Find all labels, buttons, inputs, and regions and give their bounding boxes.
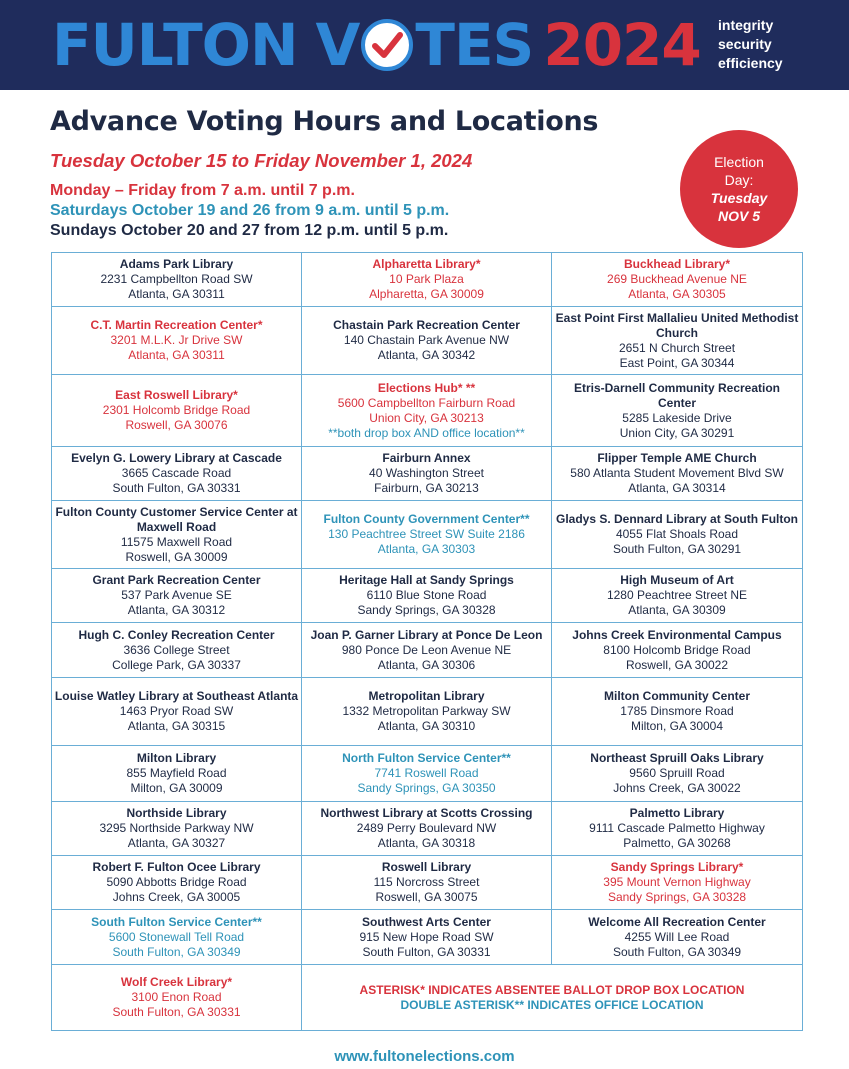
- location-address-line: 115 Norcross Street: [373, 875, 480, 889]
- location-address-line: Atlanta, GA 30318: [377, 836, 476, 850]
- location-address-line: 2651 N Church Street: [618, 340, 736, 355]
- location-address-line: South Fulton, GA 30331: [112, 1005, 241, 1019]
- location-address-line: 5285 Lakeside Drive: [622, 410, 732, 425]
- location-address-line: Sandy Springs, GA 30350: [357, 781, 496, 795]
- table-row: [52, 965, 803, 1031]
- location-cell: [302, 856, 552, 910]
- header-banner: [0, 0, 849, 90]
- hours-saturdays: Saturdays October 19 and 26 from 9 a.m. until 5 p.m.: [50, 202, 450, 219]
- legend-cell: [302, 965, 803, 1031]
- location-cell: [52, 501, 302, 569]
- location-address-line: 4255 Will Lee Road: [624, 929, 730, 944]
- page-title: Advance Voting Hours and Locations: [50, 106, 599, 137]
- location-name: Evelyn G. Lowery Library at Cascade: [71, 451, 282, 465]
- location-name: Milton Library: [136, 751, 217, 765]
- location-address-line: Atlanta, GA 30305: [628, 287, 726, 301]
- location-name: Robert F. Fulton Ocee Library: [92, 860, 261, 874]
- location-address-line: 40 Washington Street: [369, 466, 484, 480]
- location-cell: [52, 678, 302, 746]
- location-cell: [302, 501, 552, 569]
- location-name: Etris-Darnell Community Recreation Center: [573, 380, 781, 410]
- location-address-line: South Fulton, GA 30331: [112, 481, 241, 495]
- location-name: Joan P. Garner Library at Ponce De Leon: [310, 627, 543, 642]
- table-row: [52, 501, 803, 569]
- location-address-line: 140 Chastain Park Avenue NW: [343, 333, 510, 347]
- location-address-line: 10 Park Plaza: [389, 272, 464, 286]
- location-address-line: Roswell, GA 30076: [125, 418, 228, 432]
- location-cell: [302, 447, 552, 501]
- location-address-line: 9560 Spruill Road: [629, 766, 725, 780]
- location-name: Wolf Creek Library*: [120, 975, 233, 989]
- location-name: Palmetto Library: [629, 806, 725, 820]
- location-name: Louise Watley Library at Southeast Atlanta: [54, 689, 299, 703]
- location-cell: [52, 569, 302, 623]
- location-address-line: Atlanta, GA 30306: [377, 657, 476, 672]
- location-address-line: Atlanta, GA 30310: [377, 719, 476, 733]
- location-address-line: 5090 Abbotts Bridge Road: [106, 875, 247, 889]
- location-name: Adams Park Library: [119, 257, 234, 271]
- location-address-line: Atlanta, GA 30315: [127, 719, 226, 733]
- location-address-line: 3100 Enon Road: [131, 990, 222, 1004]
- location-address-line: 537 Park Avenue SE: [121, 588, 232, 602]
- date-range: Tuesday October 15 to Friday November 1, 2024: [50, 150, 473, 171]
- location-address-line: South Fulton, GA 30349: [612, 944, 742, 959]
- location-address-line: 4055 Flat Shoals Road: [615, 527, 739, 541]
- location-address-line: 9111 Cascade Palmetto Highway: [589, 821, 765, 835]
- brand-word-v: V: [315, 11, 360, 79]
- location-name: Fairburn Annex: [382, 451, 471, 465]
- location-address-line: Fairburn, GA 30213: [374, 481, 479, 495]
- location-name: Welcome All Recreation Center: [588, 914, 766, 929]
- location-address-line: South Fulton, GA 30331: [362, 944, 491, 959]
- location-cell: [302, 569, 552, 623]
- brand-word-tes: TES: [415, 11, 534, 79]
- legend-asterisk: ASTERISK* INDICATES ABSENTEE BALLOT DROP BOX LOCATION: [359, 982, 745, 997]
- location-address-line: 1332 Metropolitan Parkway SW: [342, 704, 511, 718]
- location-cell: [302, 802, 552, 856]
- tagline-line: integrity: [718, 17, 774, 33]
- location-cell: [52, 375, 302, 447]
- tagline-line: efficiency: [718, 55, 783, 71]
- brand-title: [52, 10, 701, 80]
- location-address-line: 395 Mount Vernon Highway: [603, 875, 751, 889]
- location-cell: [52, 307, 302, 375]
- location-address-line: 1463 Pryor Road SW: [119, 704, 234, 718]
- location-name: Northeast Spruill Oaks Library: [590, 751, 764, 765]
- location-cell: [52, 965, 302, 1031]
- location-address-line: 8100 Holcomb Bridge Road: [603, 642, 751, 657]
- location-address-line: Union City, GA 30213: [369, 410, 484, 425]
- location-name: Heritage Hall at Sandy Springs: [339, 573, 514, 587]
- location-cell: [302, 623, 552, 678]
- table-row: [52, 307, 803, 375]
- location-cell: [552, 678, 803, 746]
- location-address-line: South Fulton, GA 30349: [112, 944, 241, 959]
- location-address-line: 855 Mayfield Road: [126, 766, 227, 780]
- location-name: Alpharetta Library*: [372, 257, 481, 271]
- location-name: Gladys S. Dennard Library at South Fulton: [555, 512, 799, 526]
- voting-hours: [50, 181, 449, 241]
- location-cell: [302, 253, 552, 307]
- brand-word-fulton: FULTON: [52, 11, 298, 79]
- checkmark-icon: [361, 19, 413, 71]
- table-row: [52, 802, 803, 856]
- location-cell: [302, 746, 552, 802]
- location-address-line: 3295 Northside Parkway NW: [99, 821, 254, 835]
- location-name: Southwest Arts Center: [362, 914, 491, 929]
- location-address-line: 580 Atlanta Student Movement Blvd SW: [570, 466, 784, 480]
- election-day-badge: [680, 130, 798, 248]
- location-address-line: 1785 Dinsmore Road: [620, 704, 734, 718]
- tagline: [718, 16, 783, 73]
- location-cell: [552, 569, 803, 623]
- location-name: Grant Park Recreation Center: [92, 573, 261, 587]
- location-address-line: Roswell, GA 30022: [625, 657, 729, 672]
- location-address-line: Atlanta, GA 30311: [128, 287, 225, 301]
- legend-double-asterisk: DOUBLE ASTERISK** INDICATES OFFICE LOCATION: [400, 997, 704, 1012]
- table-row: [52, 569, 803, 623]
- badge-line: Tuesday: [710, 190, 768, 206]
- location-cell: [52, 447, 302, 501]
- location-cell: [52, 253, 302, 307]
- location-name: Northwest Library at Scotts Crossing: [320, 806, 533, 820]
- location-address-line: 7741 Roswell Road: [374, 766, 479, 780]
- badge-line: Election: [714, 154, 764, 170]
- location-cell: [552, 375, 803, 447]
- location-cell: [552, 856, 803, 910]
- location-address-line: Union City, GA 30291: [619, 425, 735, 440]
- table-row: [52, 910, 803, 965]
- location-cell: [302, 910, 552, 965]
- location-cell: [552, 746, 803, 802]
- location-name: Elections Hub* **: [377, 380, 476, 395]
- location-address-line: Johns Creek, GA 30022: [613, 781, 741, 795]
- location-name: North Fulton Service Center**: [342, 751, 511, 765]
- location-address-line: Roswell, GA 30009: [125, 549, 228, 564]
- location-name: C.T. Martin Recreation Center*: [90, 318, 263, 332]
- location-address-line: 3201 M.L.K. Jr Drive SW: [110, 333, 243, 347]
- location-address-line: Atlanta, GA 30342: [377, 348, 476, 362]
- table-row: [52, 447, 803, 501]
- table-row: [52, 746, 803, 802]
- location-address-line: 269 Buckhead Avenue NE: [607, 272, 747, 286]
- location-address-line: Alpharetta, GA 30009: [369, 287, 484, 301]
- location-address-line: Johns Creek, GA 30005: [112, 890, 241, 904]
- location-address-line: 3636 College Street: [123, 642, 230, 657]
- location-address-line: College Park, GA 30337: [112, 657, 241, 672]
- location-name: Metropolitan Library: [368, 689, 485, 703]
- table-row: [52, 375, 803, 447]
- location-name: Fulton County Government Center**: [323, 512, 530, 526]
- brand-year: 2024: [543, 11, 701, 79]
- location-cell: [552, 802, 803, 856]
- location-address-line: Atlanta, GA 30309: [628, 603, 726, 617]
- location-cell: [552, 501, 803, 569]
- location-name: Johns Creek Environmental Campus: [572, 627, 782, 642]
- location-cell: [52, 623, 302, 678]
- location-cell: [552, 910, 803, 965]
- location-address-line: 6110 Blue Stone Road: [366, 588, 487, 602]
- location-address-line: 11575 Maxwell Road: [120, 534, 233, 549]
- location-address-line: 980 Ponce De Leon Avenue NE: [341, 642, 512, 657]
- location-address-line: Milton, GA 30004: [630, 719, 724, 733]
- location-address-line: Atlanta, GA 30314: [628, 481, 726, 495]
- location-cell: [302, 678, 552, 746]
- locations-table: [51, 252, 803, 1031]
- location-name: Flipper Temple AME Church: [597, 451, 757, 465]
- location-name: South Fulton Service Center**: [91, 914, 262, 929]
- location-address-line: Sandy Springs, GA 30328: [607, 890, 747, 904]
- location-address-line: Milton, GA 30009: [130, 781, 223, 795]
- location-name: Fulton County Customer Service Center at Maxwell Road: [55, 504, 298, 534]
- location-address-line: 130 Peachtree Street SW Suite 2186: [328, 527, 525, 541]
- location-cell: [302, 307, 552, 375]
- location-address-line: East Point, GA 30344: [619, 355, 735, 370]
- badge-line: Day:: [724, 172, 754, 188]
- location-cell: [52, 802, 302, 856]
- tagline-line: security: [718, 36, 772, 52]
- location-name: Sandy Springs Library*: [610, 860, 744, 874]
- location-address-line: Atlanta, GA 30311: [128, 348, 225, 362]
- location-cell: [52, 910, 302, 965]
- location-address-line: Atlanta, GA 30312: [127, 603, 226, 617]
- location-name: Milton Community Center: [604, 689, 750, 703]
- location-address-line: Atlanta, GA 30303: [377, 542, 476, 556]
- location-address-line: South Fulton, GA 30291: [612, 542, 742, 556]
- location-name: Hugh C. Conley Recreation Center: [78, 627, 275, 642]
- table-row: [52, 856, 803, 910]
- location-address-line: Sandy Springs, GA 30328: [357, 603, 496, 617]
- location-name: Buckhead Library*: [623, 257, 731, 271]
- location-address-line: 5600 Stonewall Tell Road: [108, 929, 245, 944]
- table-row: [52, 623, 803, 678]
- location-cell: [52, 856, 302, 910]
- location-cell: [552, 253, 803, 307]
- location-address-line: 5600 Campbellton Fairburn Road: [337, 395, 516, 410]
- location-cell: [302, 375, 552, 447]
- footer-website-link[interactable]: www.fultonelections.com: [334, 1048, 515, 1065]
- location-name: Northside Library: [126, 806, 227, 820]
- location-address-line: 915 New Hope Road SW: [359, 929, 494, 944]
- location-address-line: 2301 Holcomb Bridge Road: [102, 403, 251, 417]
- location-name: Chastain Park Recreation Center: [333, 318, 520, 332]
- location-address-line: 2231 Campbellton Road SW: [100, 272, 253, 286]
- location-address-line: Palmetto, GA 30268: [623, 836, 731, 850]
- location-name: East Point First Mallalieu United Methodist Church: [555, 310, 799, 340]
- hours-sundays: Sundays October 20 and 27 from 12 p.m. until 5 p.m.: [50, 222, 449, 239]
- location-name: High Museum of Art: [620, 573, 734, 587]
- location-address-line: 1280 Peachtree Street NE: [606, 588, 748, 602]
- location-note: **both drop box AND office location**: [328, 425, 525, 440]
- location-name: Roswell Library: [381, 860, 472, 874]
- table-row: [52, 253, 803, 307]
- location-cell: [52, 746, 302, 802]
- location-address-line: 2489 Perry Boulevard NW: [356, 821, 497, 835]
- location-cell: [552, 447, 803, 501]
- hours-weekdays: Monday – Friday from 7 a.m. until 7 p.m.: [50, 182, 355, 199]
- badge-line: NOV 5: [717, 208, 760, 224]
- location-cell: [552, 307, 803, 375]
- location-cell: [552, 623, 803, 678]
- location-name: East Roswell Library*: [115, 388, 238, 402]
- location-address-line: 3665 Cascade Road: [121, 466, 232, 480]
- location-address-line: Roswell, GA 30075: [375, 890, 478, 904]
- table-row: [52, 678, 803, 746]
- location-address-line: Atlanta, GA 30327: [127, 836, 226, 850]
